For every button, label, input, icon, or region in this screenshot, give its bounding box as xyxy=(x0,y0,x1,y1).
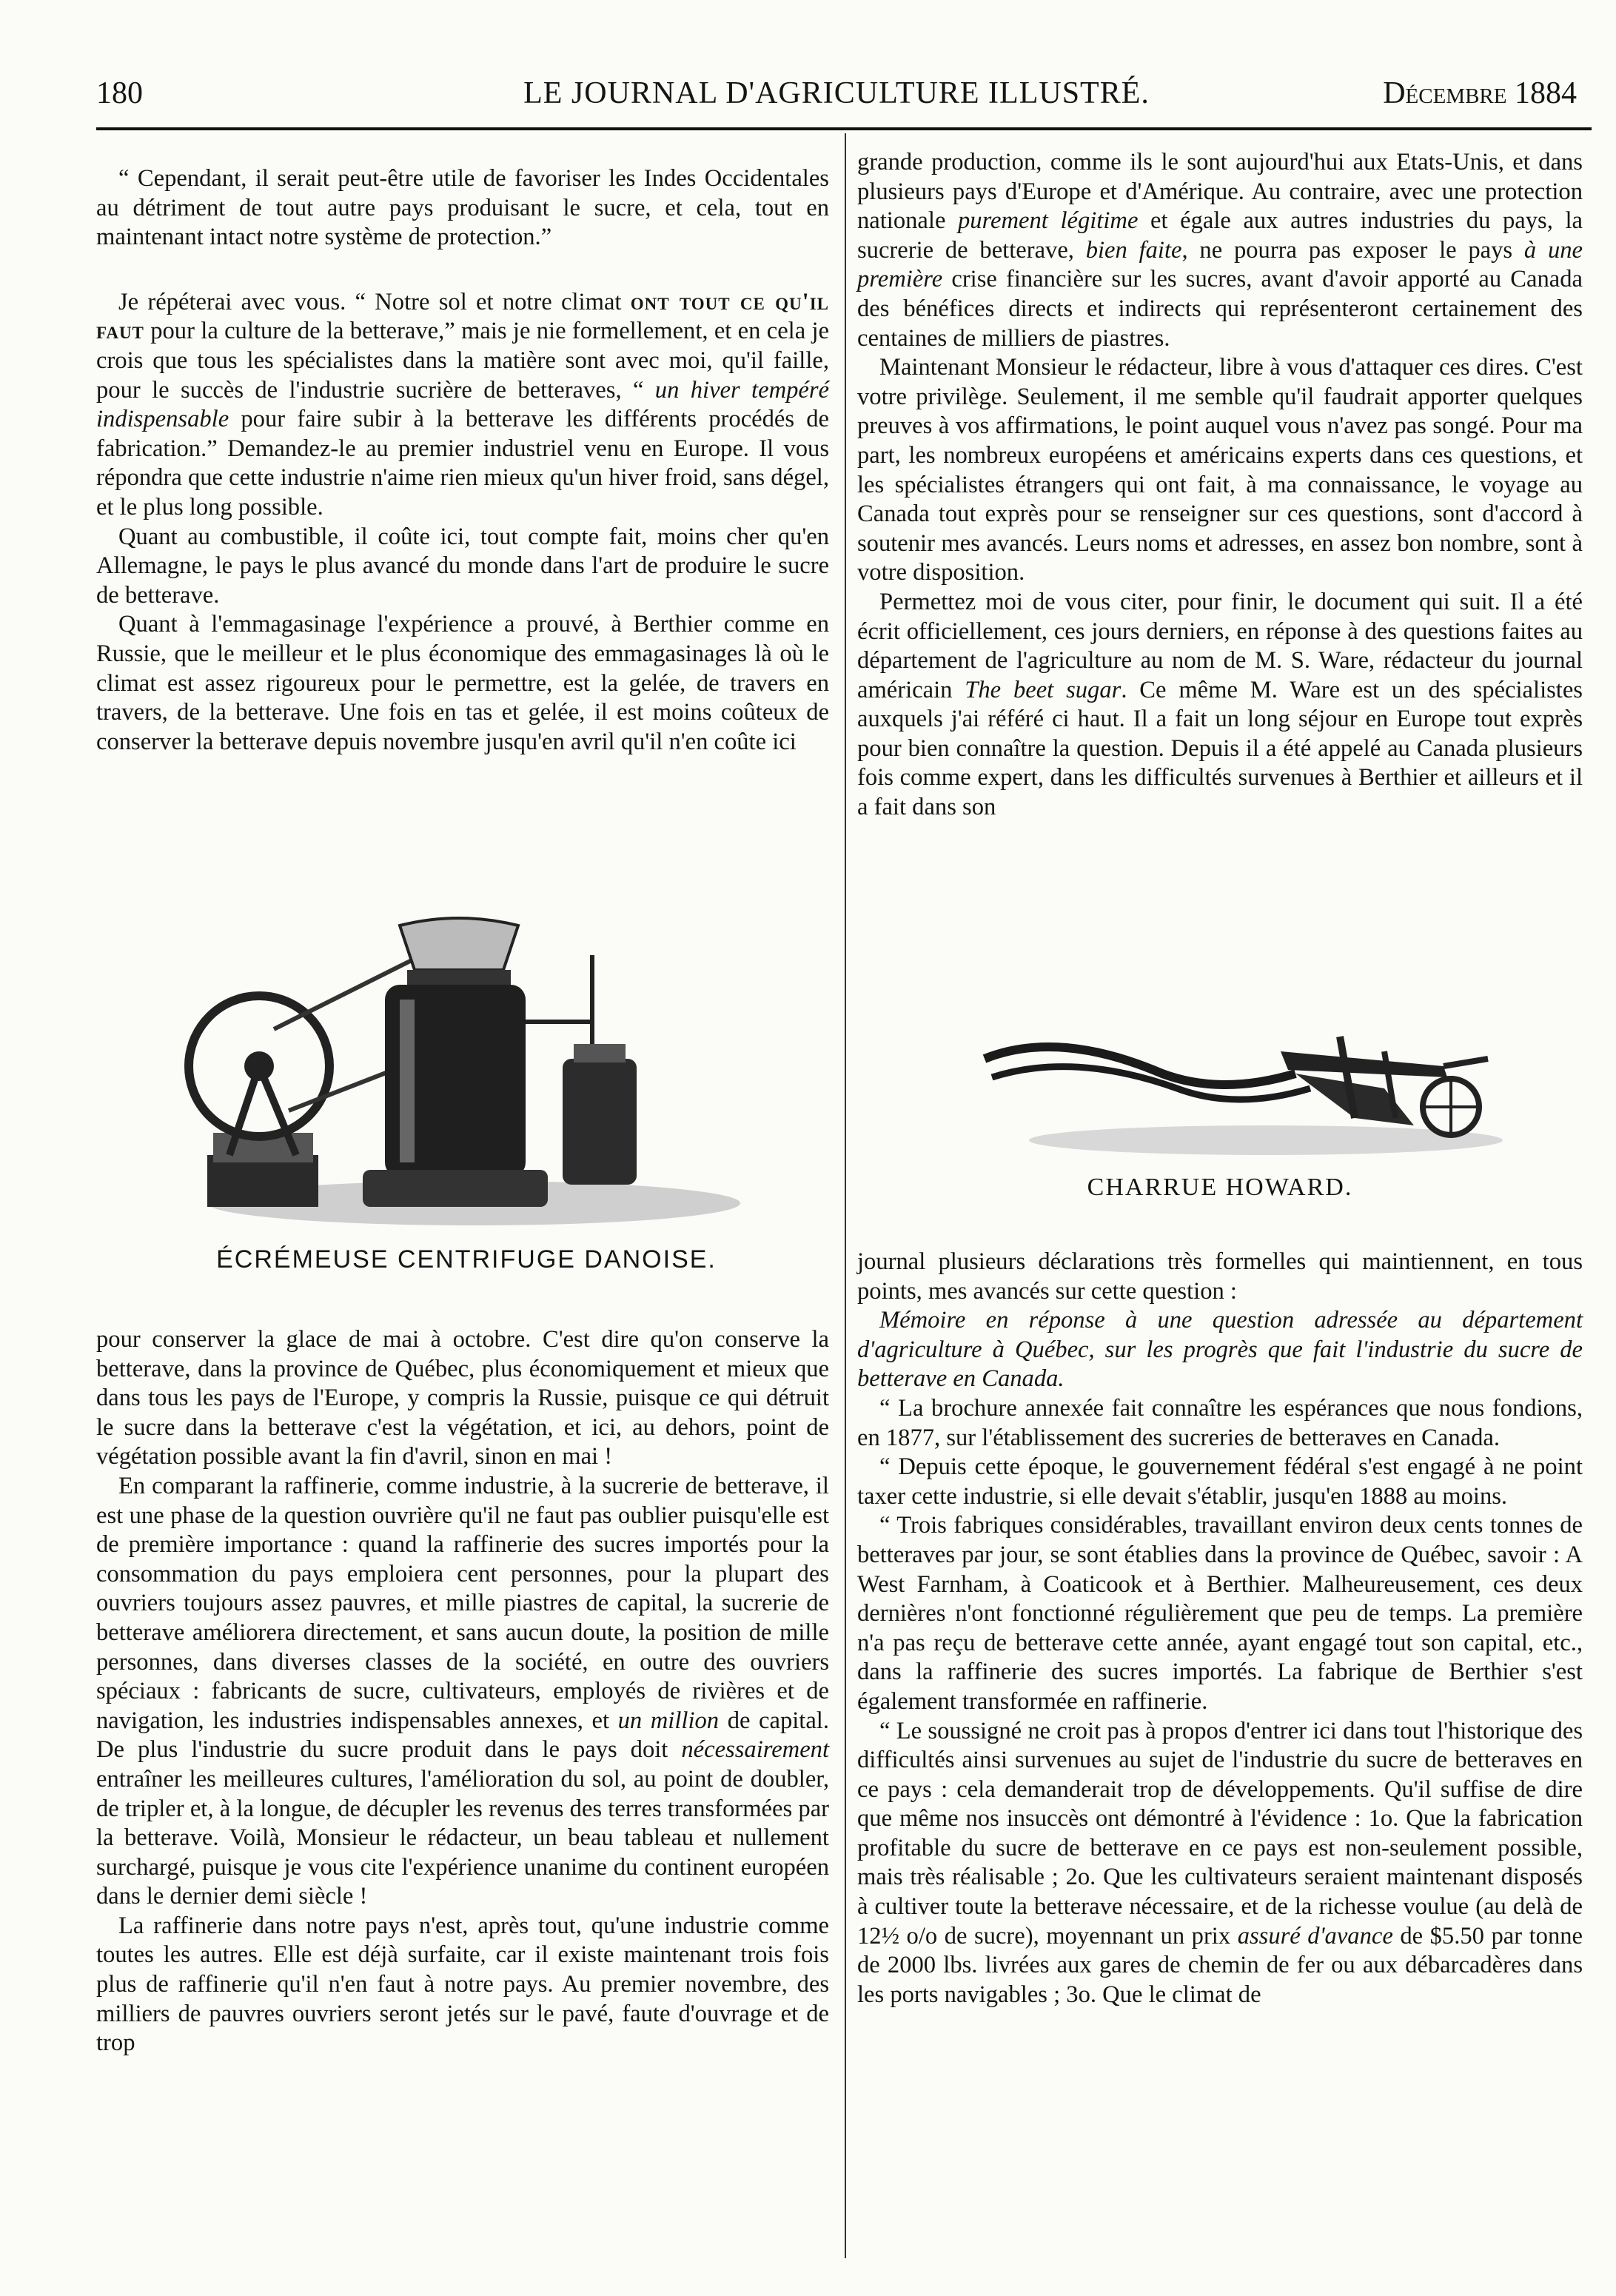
journal-title: LE JOURNAL D'AGRICULTURE ILLUSTRÉ. xyxy=(523,76,1150,110)
paragraph: “ Depuis cette époque, le gouvernement fédéral s'est engagé à ne point taxer cette industrie, si elle devait s'établir, jusqu'en 1888 au moins. xyxy=(857,1453,1583,1510)
text-run: pour faire subir à la betterave les différents procédés de fabrication.” Demandez-le au premier industriel venu en Europe. Il vous répondra que cette industrie n'aime rien mieux qu'un hiver froid, sans dégel, et le plus long possible. xyxy=(96,406,829,521)
text-run: grande production, comme ils le sont aujourd'hui aux Etats-Unis, et dans plusieurs pays d'Europe et d'Amérique. Au contraire, avec une protection nationale xyxy=(857,149,1583,235)
paragraph xyxy=(857,148,1583,353)
italic-run: à une première xyxy=(857,236,1583,293)
text-run: de capital. De plus l'industrie du sucre produit dans le pays doit xyxy=(96,1707,829,1764)
paragraph: La raffinerie dans notre pays n'est, après tout, qu'une industrie comme toutes les autres. Elle est déjà surfaite, car il existe maintenant trois fois plus de raffinerie qu'il n'en faut à notre pays. Au premier novembre, des milliers de pauvres ouvriers seront jetés sur le pavé, faute d'ouvrage et de trop xyxy=(96,1912,829,2057)
text-run: , ne pourra pas exposer le pays xyxy=(1181,236,1524,264)
paragraph xyxy=(857,1306,1583,1394)
text-run: crise financière sur les sucres, avant d'avoir apporté au Canada des bénéfices directs et indirects qui représenteront certainement des centaines de milliers de piastres. xyxy=(857,266,1583,352)
paragraph: “ Cependant, il serait peut-être utile de favoriser les Indes Occidentales au détriment de tout autre pays produisant le sucre, et cela, tout en maintenant intact notre système de protection.” xyxy=(96,165,829,251)
header-rule xyxy=(96,127,1592,130)
text-run: . Ce même M. Ware est un des spécialistes auxquels j'ai référé ci haut. Il a fait un long séjour en Europe tout exprès pour bien connaître la question. Depuis il a été appelé au Canada plusieurs fois comme expert, dans les difficultés survenues à Berthier et ailleurs et il a fait dans son xyxy=(857,676,1583,821)
text-run: pour la culture de la betterave,” mais je nie formellement, et en cela je crois que tous les spécialistes dans la matière sont avec moi, qu'il faille, pour le succès de l'industrie sucrière de betteraves, “ xyxy=(96,318,829,404)
figure-caption-plough: CHARRUE HOWARD. xyxy=(1087,1174,1353,1201)
italic-run: un hiver tempéré indispensable xyxy=(96,376,829,433)
text-run: entraîner les meilleures cultures, l'amélioration du sol, au point de doubler, de tripler et, à la longue, de décupler les revenus des terres transformées par la betterave. Voilà, Monsieur le rédacteur, un beau tableau et nullement surchargé, puisque je vous cite l'expérience unanime du continent européen dans le dernier demi siècle ! xyxy=(96,1765,829,1910)
paragraph: Quant au combustible, il coûte ici, tout compte fait, moins cher qu'en Allemagne, le pays le plus avancé du monde dans l'art de produire le sucre de betterave. xyxy=(96,523,829,609)
paragraph: pour conserver la glace de mai à octobre. C'est dire qu'on conserve la betterave, dans la province de Québec, plus économiquement et mieux que dans tous les pays de l'Europe, y compris la Russie, puisque ce qui détruit le sucre dans la betterave c'est la végétation, et ici, au dehors, point de végétation possible avant la fin d'avril, sinon en mai ! xyxy=(96,1326,829,1470)
paragraph: journal plusieurs déclarations très formelles qui maintiennent, en tous points, mes avancés sur cette question : xyxy=(857,1248,1583,1305)
cream-separator-illustration xyxy=(178,911,770,1229)
italic-run: assuré d'avance xyxy=(1237,1922,1393,1949)
left-column-upper xyxy=(96,164,829,757)
italic-run: purement légitime xyxy=(958,207,1139,235)
right-column-lower xyxy=(857,1248,1583,2009)
right-column-upper xyxy=(857,148,1583,823)
text-run: Permettez moi de vous citer, pour finir, le document qui suit. Il a été écrit officiellement, ces jours derniers, en réponse à des questions faites au département de l'agriculture au nom de M. S. Ware, rédacteur du journal américain xyxy=(857,588,1583,703)
italic-run: The beet sugar xyxy=(965,676,1122,703)
page-number: 180 xyxy=(96,76,143,110)
paragraph xyxy=(857,1717,1583,2010)
text-run: “ Le soussigné ne croit pas à propos d'entrer ici dans tout l'historique des difficultés ainsi survenues au sujet de l'industrie du sucre de betteraves en ce pays : cela demanderait trop de développements. Qu'il suffise de dire que même nos insuccès ont démontré à l'évidence : 1o. Que la fabrication profitable du sucre de betterave en ce pays est non-seulement possible, mais très réalisable ; 2o. Que les cultivateurs seraient maintenant disposés à cultiver toute la betterave nécessaire, et de la richesse voulue (au delà de 12½ o/o de sucre), moyennant un prix xyxy=(857,1717,1583,1949)
paragraph xyxy=(96,1472,829,1912)
left-column-lower xyxy=(96,1325,829,2058)
text-run: En comparant la raffinerie, comme industrie, à la sucrerie de betterave, il est une phase de la question ouvrière qu'il ne faut pas oublier puisqu'elle est de première importance : quand la raffinerie des sucres importés pour la consommation du pays emploiera cent personnes, pour la plupart des ouvriers toujours assez pauvres, et mille piastres de capital, la sucrerie de betterave améliorera directement, et sans aucun doute, la position de mille personnes, dans diverses classes de la société, en outre des ouvriers spéciaux : fabricants de sucre, cultivateurs, employés de rivières et de navigation, les industries indispensables annexes, et xyxy=(96,1472,829,1734)
page-header xyxy=(96,71,1577,116)
paragraph xyxy=(857,588,1583,823)
paragraph: “ Trois fabriques considérables, travaillant environ deux cents tonnes de betteraves par jour, se sont établies dans la province de Québec, savoir : A West Farnham, à Coaticook et à Berthier. Malheureusement, ces deux dernières n'ont fonctionné régulièrement que peu de temps. La première n'a pas reçu de betterave cette année, ayant engagé tout son capital, etc., dans la raffinerie des sucres importés. La fabrique de Berthier s'est également transformée en raffinerie. xyxy=(857,1512,1583,1715)
italic-run: un million xyxy=(617,1707,720,1734)
howard-plough-illustration xyxy=(970,1007,1503,1162)
column-divider xyxy=(845,133,846,2258)
text-run: Je répéterai avec vous. “ Notre sol et notre climat xyxy=(118,288,631,315)
paragraph: Quant à l'emmagasinage l'expérience a prouvé, à Berthier comme en Russie, que le meilleur et le plus économique des emmagasinages là où le climat est assez rigoureux pour le permettre, est la gelée, de travers en travers, de la betterave. Une fois en tas et gelée, il est moins coûteux de conserver la betterave depuis novembre jusqu'en avril qu'il n'en coûte ici xyxy=(96,611,829,755)
text-run: de $5.50 par tonne de 2000 lbs. livrées aux gares de chemin de fer ou aux débarcadères dans les ports navigables ; 3o. Que le climat de xyxy=(857,1922,1583,2008)
italic-run: Mémoire en réponse à une question adressée au département d'agriculture à Québec, sur les progrès que fait l'industrie du sucre de betterave en Canada. xyxy=(857,1307,1583,1393)
small-caps-run: ont tout ce qu'il faut xyxy=(96,288,829,345)
italic-run: bien faite xyxy=(1085,236,1182,264)
paragraph: “ La brochure annexée fait connaître les espérances que nous fondions, en 1877, sur l'établissement des sucreries de betteraves en Canada. xyxy=(857,1394,1583,1451)
paragraph: Maintenant Monsieur le rédacteur, libre à vous d'attaquer ces dires. C'est votre privilège. Seulement, il me semble qu'il faudrait apporter quelques preuves à vos affirmations, le point auquel vous n'avez pas songé. Pour ma part, les nombreux européens et américains experts dans ces questions, et les spécialistes étrangers qui ont fait, à ma connaissance, le voyage au Canada tout exprès pour se renseigner sur ces questions, sont d'accord à soutenir mes avancés. Leurs noms et adresses, en assez bon nombre, sont à votre disposition. xyxy=(857,354,1583,586)
paragraph xyxy=(96,288,829,523)
italic-run: nécessairement xyxy=(681,1736,829,1764)
issue-date: Décembre 1884 xyxy=(1383,76,1577,110)
text-run: et égale aux autres industries du pays, la sucrerie de betterave, xyxy=(857,207,1583,264)
figure-caption-separator: ÉCRÉMEUSE CENTRIFUGE DANOISE. xyxy=(216,1245,717,1273)
